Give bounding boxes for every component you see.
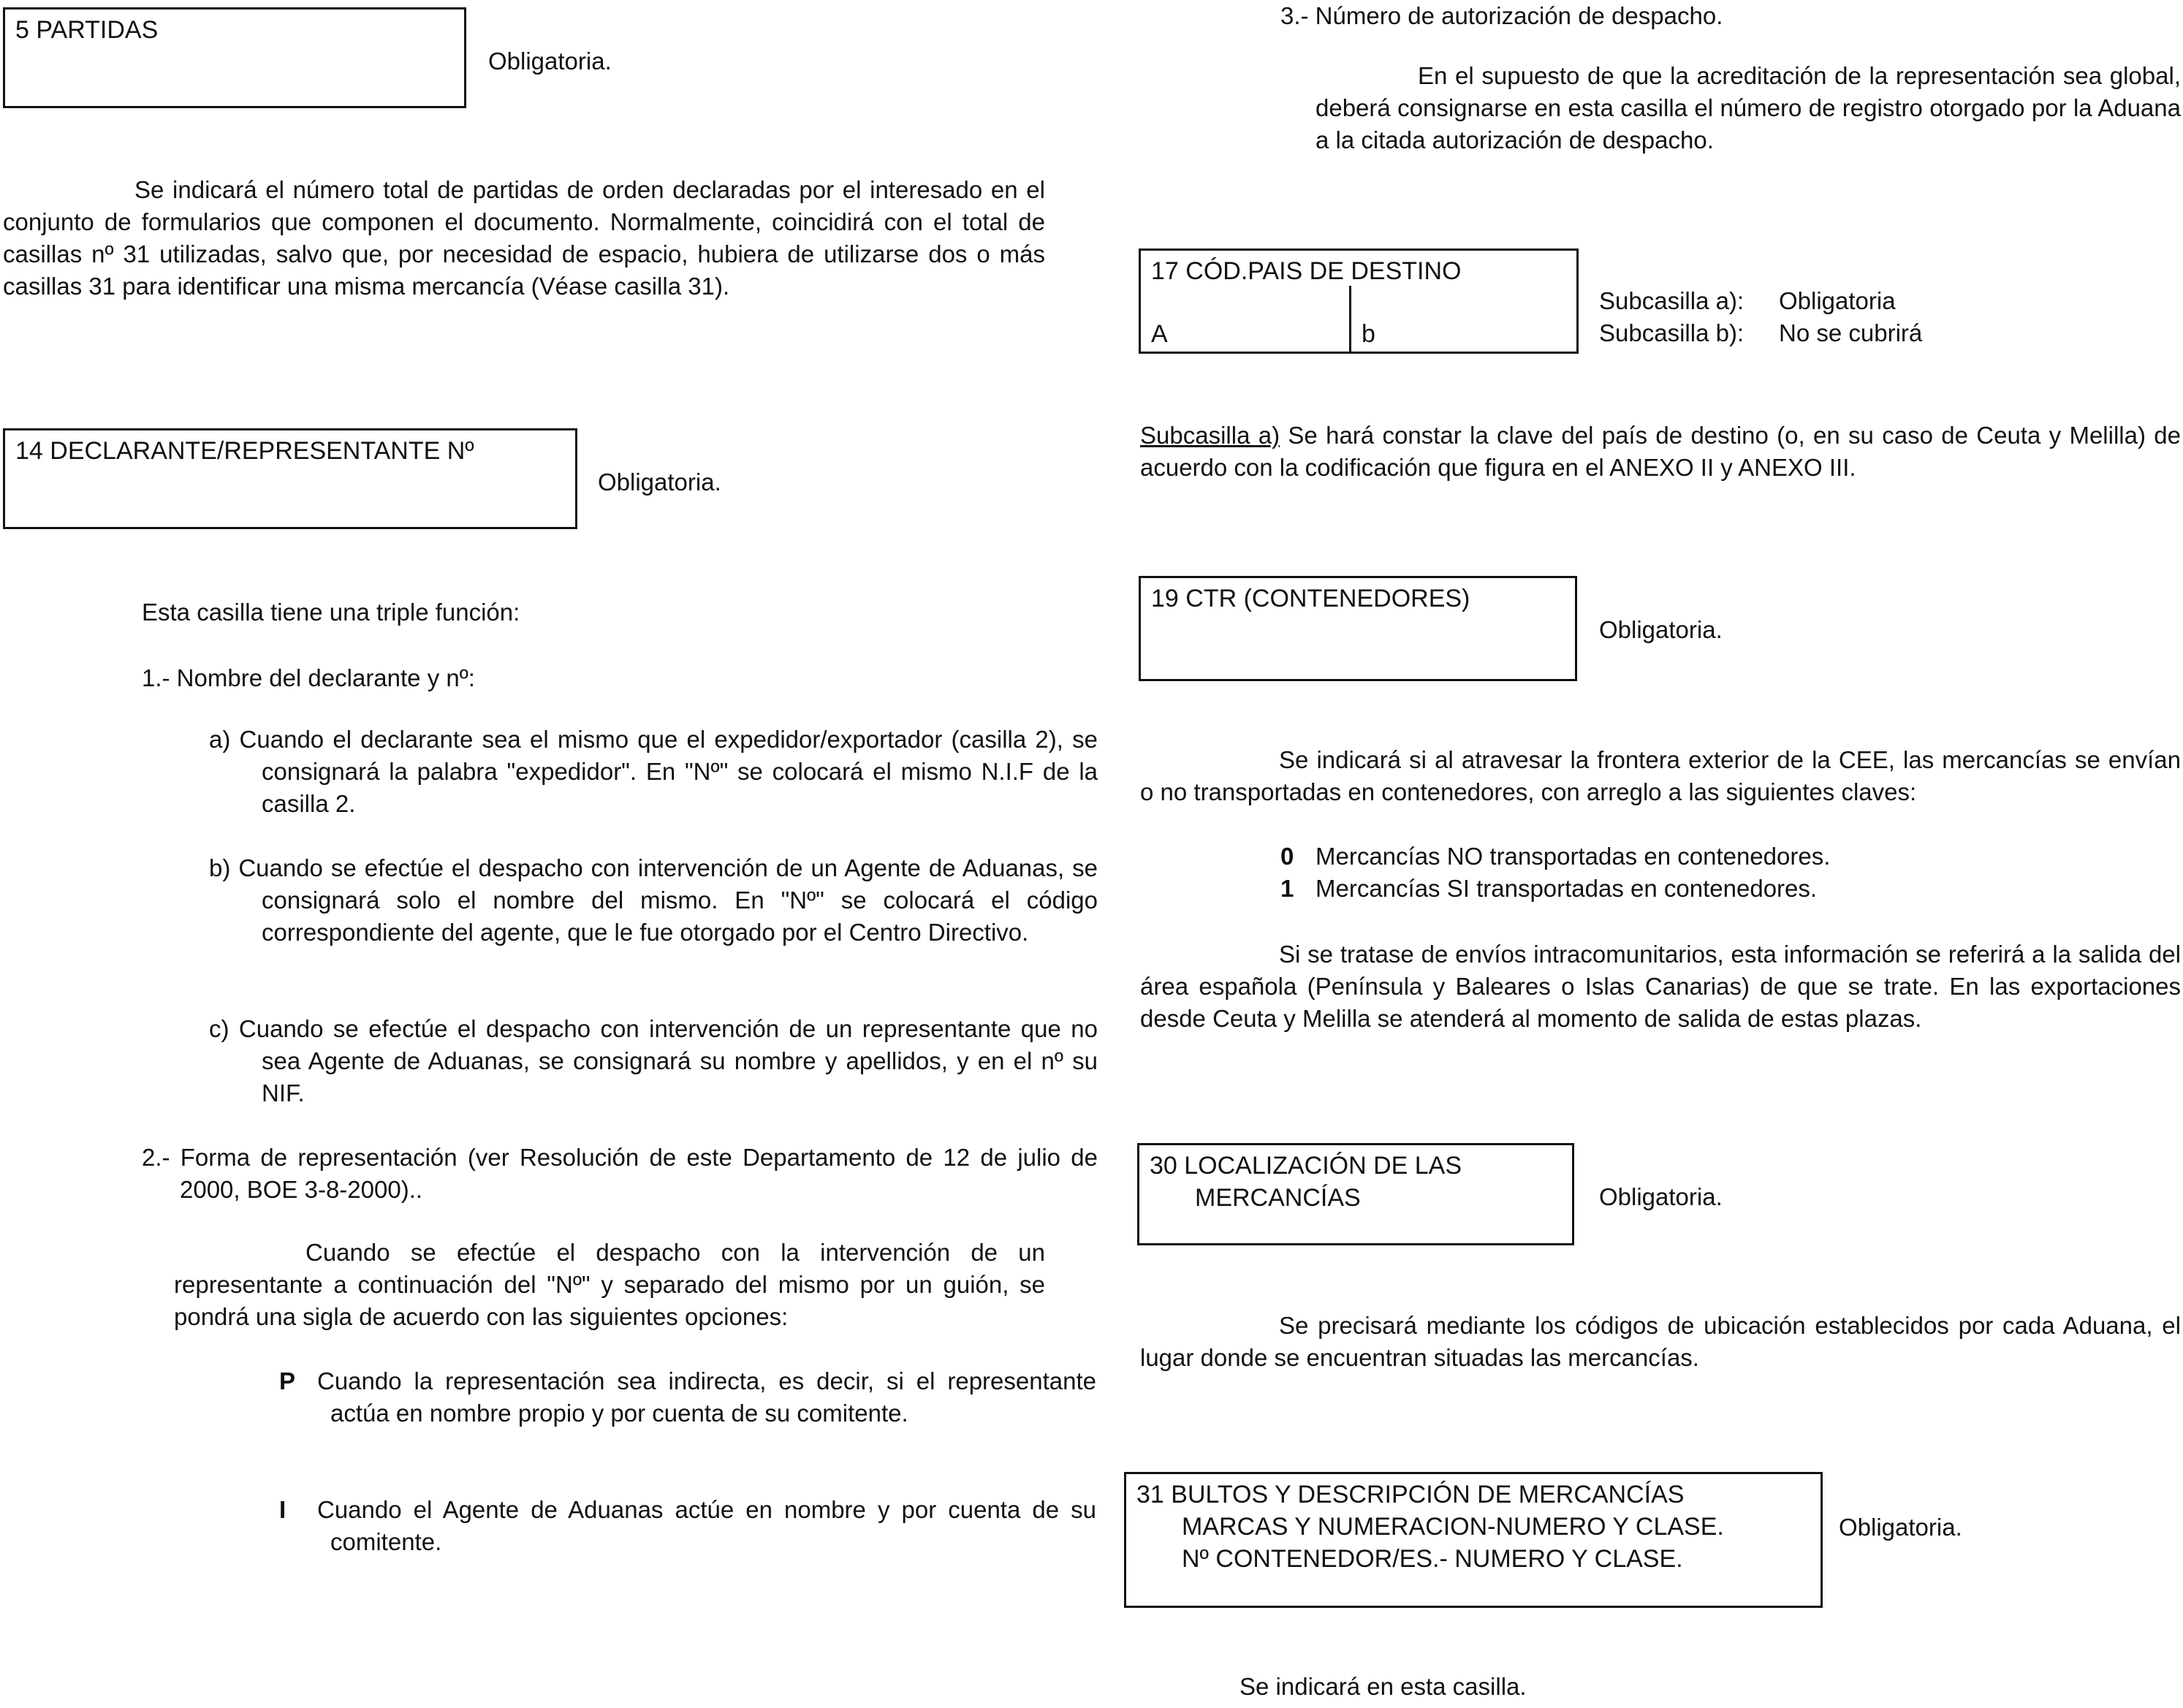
paragraph-intracomunitarios: Si se tratase de envíos intracomunitarios, esta información se referirá a la salida del área española (Península y Baleares o Islas Canarias) de que se trate. En las exportaciones desde Ceuta y Melilla se atenderá al momento de salida de estas plazas. bbox=[1140, 941, 2181, 1032]
box-title-line1: 31 BULTOS Y DESCRIPCIÓN DE MERCANCÍAS bbox=[1136, 1481, 1685, 1508]
item-1-nombre: 1.- Nombre del declarante y nº: bbox=[142, 664, 475, 691]
paragraph-contenedores: Se indicará si al atravesar la frontera exterior de la CEE, las mercancías se envían o no transportadas en contenedores, con arreglo a las siguientes claves: bbox=[1140, 746, 2181, 805]
box-title: 17 CÓD.PAIS DE DESTINO bbox=[1151, 257, 1462, 285]
status-box-5: Obligatoria. bbox=[488, 48, 612, 75]
item-3-autorizacion: 3.- Número de autorización de despacho. bbox=[1280, 2, 1723, 29]
paragraph-subcasilla-a: Subcasilla a) Se hará constar la clave del país de destino (o, en su caso de Ceuta y Melilla) de acuerdo con la codificación que figura en el ANEXO II y ANEXO III. bbox=[1140, 422, 2182, 481]
code-1: 1 Mercancías SI transportadas en contenedores. bbox=[1280, 875, 1818, 902]
box-title-line1: 30 LOCALIZACIÓN DE LAS bbox=[1150, 1152, 1462, 1180]
code-0: 0 Mercancías NO transportadas en contenedores. bbox=[1280, 843, 1831, 870]
status-box-19: Obligatoria. bbox=[1599, 616, 1723, 643]
paragraph-autorizacion: En el supuesto de que la acreditación de la representación sea global, deberá consignarse en esta casilla el número de registro otorgado por la Aduana a la citada autorización de despacho. bbox=[1316, 62, 2181, 153]
paragraph-localizacion: Se precisará mediante los códigos de ubicación establecidos por cada Aduana, el lugar donde se encuentran situadas las mercancías. bbox=[1140, 1312, 2181, 1371]
paragraph-bultos: Se indicará en esta casilla. bbox=[1239, 1673, 1527, 1700]
box-title-line2: MARCAS Y NUMERACION-NUMERO Y CLASE. bbox=[1182, 1513, 1724, 1541]
box-14-declarante bbox=[3, 428, 577, 529]
status-box-31: Obligatoria. bbox=[1839, 1514, 1962, 1541]
status-box-14: Obligatoria. bbox=[598, 468, 721, 496]
item-a: a) Cuando el declarante sea el mismo que el expedidor/exportador (casilla 2), se consignará la palabra "expedidor". En "Nº" se colocará el mismo N.I.F de la casilla 2. bbox=[209, 726, 1098, 817]
box-title-line2: MERCANCÍAS bbox=[1195, 1184, 1361, 1212]
option-i: I Cuando el Agente de Aduanas actúe en nombre y por cuenta de su comitente. bbox=[279, 1496, 1096, 1555]
box-19-contenedores bbox=[1139, 576, 1577, 681]
subcasilla-b-label: b bbox=[1362, 320, 1375, 348]
item-b: b) Cuando se efectúe el despacho con intervención de un Agente de Aduanas, se consignará solo el nombre del mismo. En "Nº" se colocará el código correspondiente del agente, que le fue otorgado por el Centro Directivo. bbox=[209, 854, 1098, 946]
paragraph-partidas: Se indicará el número total de partidas de orden declaradas por el interesado en el conjunto de formularios que componen el documento. Normalmente, coincidirá con el total de casillas nº 31 utilizadas, salvo que, por necesidad de espacio, hubiera de utilizarse dos o más casillas 31 para identificar una misma mercancía (Véase casilla 31). bbox=[3, 176, 1045, 300]
option-p: P Cuando la representación sea indirecta, es decir, si el representante actúa en nombre propio y por cuenta de su comitente. bbox=[279, 1367, 1096, 1427]
box-5-partidas bbox=[3, 7, 466, 108]
paragraph-forma: Cuando se efectúe el despacho con la intervención de un representante a continuación del "Nº" y separado del mismo por un guión, se pondrá una sigla de acuerdo con las siguientes opciones: bbox=[174, 1239, 1045, 1330]
item-2-forma: 2.- Forma de representación (ver Resolución de este Departamento de 12 de julio de 2000, BOE 3-8-2000).. bbox=[142, 1144, 1098, 1203]
box-title: 19 CTR (CONTENEDORES) bbox=[1151, 585, 1470, 612]
box-title: 5 PARTIDAS bbox=[15, 16, 159, 44]
box-30-localizacion bbox=[1137, 1143, 1574, 1245]
subcasilla-a-label: A bbox=[1151, 320, 1168, 348]
status-box-17: Subcasilla a): Obligatoria Subcasilla b): No se cubrirá bbox=[1599, 287, 1923, 346]
box-title-line3: Nº CONTENEDOR/ES.- NUMERO Y CLASE. bbox=[1182, 1545, 1683, 1573]
box-31-bultos bbox=[1124, 1472, 1823, 1608]
box-17-pais-destino bbox=[1139, 248, 1579, 354]
box-title: 14 DECLARANTE/REPRESENTANTE Nº bbox=[15, 437, 474, 465]
status-box-30: Obligatoria. bbox=[1599, 1183, 1723, 1210]
intro-triple-funcion: Esta casilla tiene una triple función: bbox=[142, 599, 520, 626]
box-divider bbox=[1349, 286, 1351, 352]
item-c: c) Cuando se efectúe el despacho con intervención de un representante que no sea Agente de Aduanas, se consignará su nombre y apellidos, y en el nº su NIF. bbox=[209, 1015, 1098, 1107]
